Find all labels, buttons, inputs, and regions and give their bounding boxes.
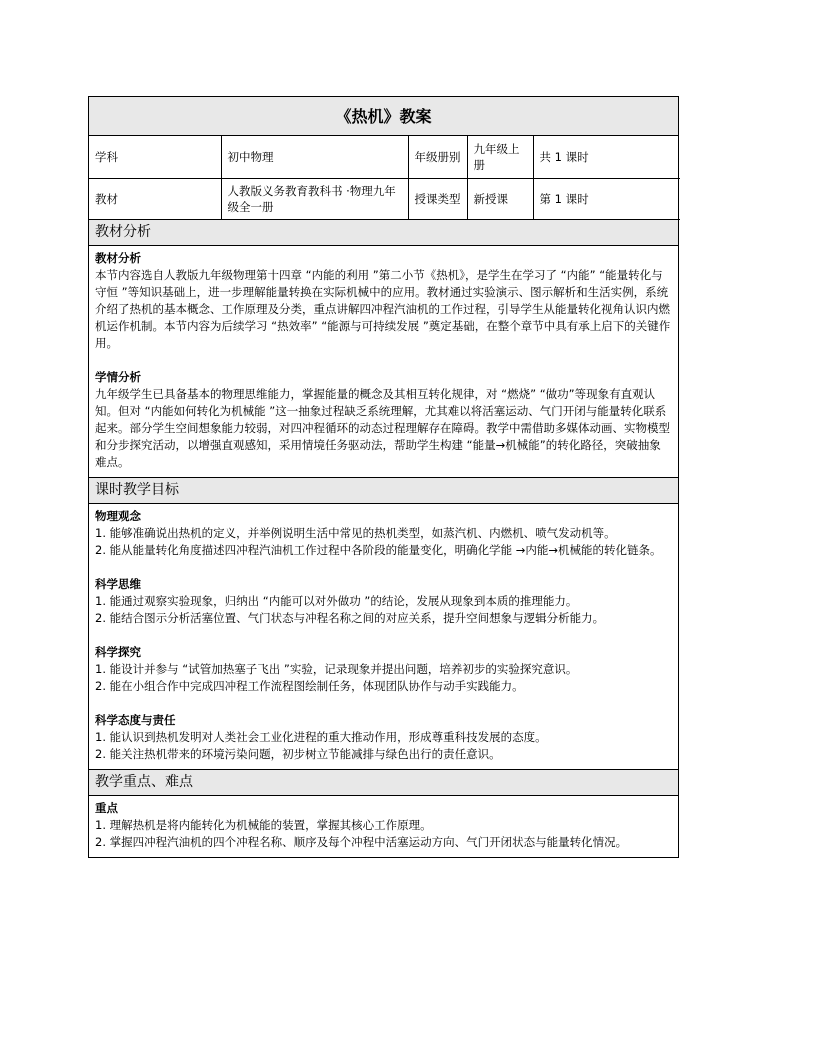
section-heading-objectives: 课时教学目标 bbox=[89, 478, 678, 504]
section-heading-textbook-analysis: 教材分析 bbox=[89, 220, 678, 246]
list-item: 2. 掌握四冲程汽油机的四个冲程名称、顺序及每个冲程中活塞运动方向、气门开闭状态与能量转化情况。 bbox=[95, 835, 628, 849]
list-item: 1. 能够准确说出热机的定义，并举例说明生活中常见的热机类型，如蒸汽机、内燃机、喷气发动机等。 bbox=[95, 526, 616, 540]
list-item: 2. 能在小组合作中完成四冲程工作流程图绘制任务，体现团队协作与动手实践能力。 bbox=[95, 679, 524, 693]
value-grade: 九年级上册 bbox=[467, 136, 533, 179]
section-heading-key-points: 教学重点、难点 bbox=[89, 770, 678, 796]
info-row-textbook bbox=[89, 179, 680, 220]
value-subject: 初中物理 bbox=[221, 136, 408, 179]
lesson-plan-document bbox=[88, 96, 679, 858]
section-body-textbook-analysis bbox=[89, 246, 678, 478]
paragraph: 本节内容选自人教版九年级物理第十四章 “内能的利用 ”第二小节《热机》，是学生在学习了 “内能” “能量转化与守恒 ”等知识基础上，进一步理解能量转换在实际机械中的应用。教材通过实验演示、图示解析和生活实例，系统介绍了热机的基本概念、工作原理及分类，重点讲解四冲程汽油机的工作过程，引导学生从能量转化视角认识内燃机运作机制。本节内容为后续学习 “热效率” “能源与可持续发展 ”奠定基础，在整个章节中具有承上启下的关键作用。 bbox=[95, 268, 671, 350]
paragraph: 九年级学生已具备基本的物理思维能力，掌握能量的概念及其相互转化规律，对 “燃烧” “做功”等现象有直观认知。但对 “内能如何转化为机械能 ”这一抽象过程缺乏系统理解，尤其难以将活塞运动、气门开闭与能量转化联系起来。部分学生空间想象能力较弱，对四冲程循环的动态过程理解存在障碍。教学中需借助多媒体动画、实物模型和分步探究活动，以增强直观感知，采用情境任务驱动法，帮助学生构建 “能量→机械能”的转化路径，突破抽象难点。 bbox=[95, 387, 670, 469]
value-hours: 共 1 课时 bbox=[533, 136, 680, 179]
subheading: 科学思维 bbox=[95, 577, 141, 591]
subheading: 学情分析 bbox=[95, 370, 141, 384]
section-body-key-points bbox=[89, 796, 678, 857]
info-row-subject bbox=[89, 136, 680, 179]
subheading: 科学态度与责任 bbox=[95, 713, 176, 727]
list-item: 2. 能从能量转化角度描述四冲程汽油机工作过程中各阶段的能量变化，明确化学能 →内能→机械能的转化链条。 bbox=[95, 543, 662, 557]
value-lesson-type: 新授课 bbox=[467, 179, 533, 220]
info-table bbox=[89, 136, 680, 220]
subheading: 教材分析 bbox=[95, 251, 141, 265]
value-lesson-number: 第 1 课时 bbox=[533, 179, 680, 220]
list-item: 2. 能关注热机带来的环境污染问题，初步树立节能减排与绿色出行的责任意识。 bbox=[95, 747, 501, 761]
list-item: 2. 能结合图示分析活塞位置、气门状态与冲程名称之间的对应关系，提升空间想象与逻辑分析能力。 bbox=[95, 611, 605, 625]
subheading: 科学探究 bbox=[95, 645, 141, 659]
list-item: 1. 能通过观察实验现象，归纳出 “内能可以对外做功 ”的结论，发展从现象到本质的推理能力。 bbox=[95, 594, 578, 608]
label-textbook: 教材 bbox=[89, 179, 221, 220]
subheading: 物理观念 bbox=[95, 509, 141, 523]
value-textbook: 人教版义务教育教科书 ·物理九年级全一册 bbox=[221, 179, 408, 220]
label-grade: 年级册别 bbox=[408, 136, 467, 179]
label-subject: 学科 bbox=[89, 136, 221, 179]
list-item: 1. 能设计并参与 “试管加热塞子飞出 ”实验，记录现象并提出问题，培养初步的实验探究意识。 bbox=[95, 662, 578, 676]
section-body-objectives bbox=[89, 504, 678, 770]
subheading: 重点 bbox=[95, 801, 118, 815]
label-lesson-type: 授课类型 bbox=[408, 179, 467, 220]
list-item: 1. 理解热机是将内能转化为机械能的装置，掌握其核心工作原理。 bbox=[95, 818, 432, 832]
list-item: 1. 能认识到热机发明对人类社会工业化进程的重大推动作用，形成尊重科技发展的态度。 bbox=[95, 730, 547, 744]
document-title: 《热机》教案 bbox=[89, 97, 678, 136]
